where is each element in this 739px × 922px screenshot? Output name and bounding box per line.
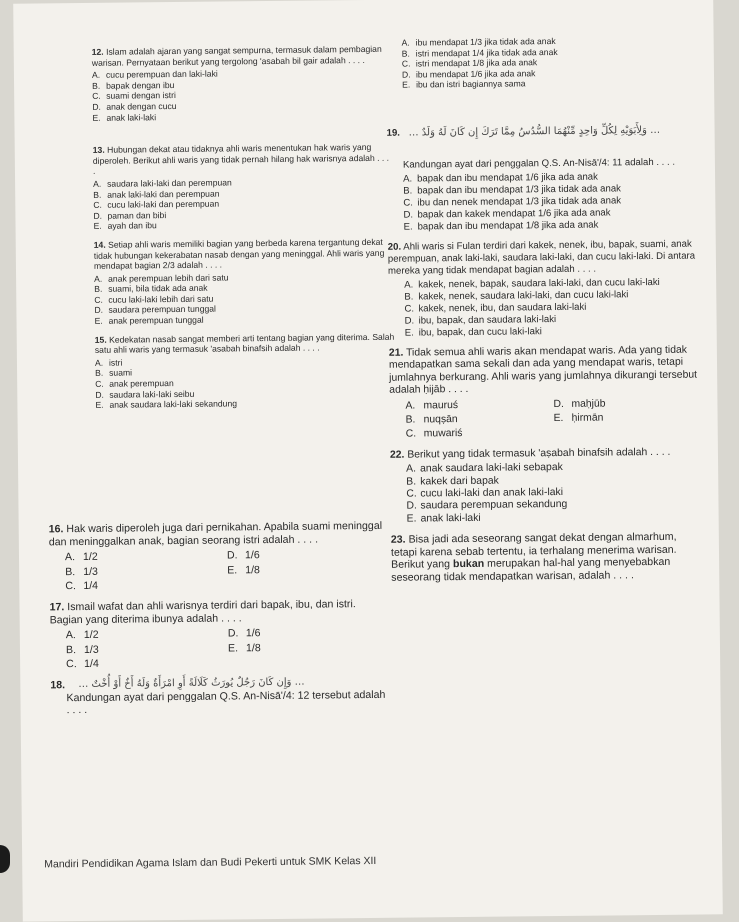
option-b[interactable]: B. nuqṣān xyxy=(405,414,458,426)
question-number: 21. xyxy=(388,347,404,359)
option-c[interactable]: C. cucu laki-laki dan anak laki-laki xyxy=(406,487,564,500)
option-b[interactable]: B. bapak dengan ibu xyxy=(92,79,175,91)
option-b[interactable]: B. kakek, nenek, saudara laki-laki, dan cucu laki-laki xyxy=(404,289,629,303)
question-number: 16. xyxy=(48,523,64,536)
question-stem: Tidak semua ahli waris akan mendapat waris. Ada yang tidak mendapatkan sama sekali dan ada yang mendapat waris, tetapi jumlahnya berkurang. Ahli waris yang jumlahnya dikurangi tersebut adalah ḥijāb . . . . xyxy=(388,344,698,396)
option-e[interactable]: E. anak saudara laki-laki sekandung xyxy=(95,398,238,411)
option-b[interactable]: B. bapak dan ibu mendapat 1/3 jika tidak ada anak xyxy=(403,183,622,197)
option-d[interactable]: D. saudara perempuan tunggal xyxy=(94,304,216,316)
option-c[interactable]: C. cucu laki-laki dan perempuan xyxy=(93,198,220,210)
option-c[interactable]: C. kakek, nenek, ibu, dan saudara laki-laki xyxy=(404,301,587,315)
option-d[interactable]: D. ibu, bapak, dan saudara laki-laki xyxy=(404,314,557,327)
page-tab-marker xyxy=(0,845,10,873)
option-c[interactable]: C. anak perempuan xyxy=(95,378,174,389)
question-stem: Ahli waris si Fulan terdiri dari kakek, nenek, ibu, bapak, suami, anak perempuan, anak laki-laki, saudara laki-laki, dan cucu laki-laki. Di antara mereka yang tidak mendapat bagian adalah . . . . xyxy=(387,238,696,277)
option-e[interactable]: E. anak laki-laki xyxy=(92,111,157,123)
option-d[interactable]: D. 1/6 xyxy=(226,549,260,562)
option-b[interactable]: B. suami xyxy=(95,367,133,379)
question-number: 23. xyxy=(390,533,406,547)
question-18 xyxy=(50,676,390,717)
question-22 xyxy=(390,446,703,526)
option-e[interactable]: E. ibu dan istri bagiannya sama xyxy=(402,78,526,90)
option-e[interactable]: E. ibu, bapak, dan cucu laki-laki xyxy=(404,326,542,339)
option-d[interactable]: D. 1/6 xyxy=(227,627,261,640)
question-stem: Kandungan ayat dari penggalan Q.S. An-Nisā'/4: 11 adalah . . . . xyxy=(402,156,676,171)
option-d[interactable]: D. saudara perempuan sekandung xyxy=(406,499,568,513)
question-number: 18. xyxy=(50,679,66,692)
arabic-verse: … وَإِن كَانَ رَجُلٌ يُورَثُ كَلَالَةً أَوِ امْرَأَةٌ وَلَهُ أَخٌ أَوْ أُخْتٌ … xyxy=(78,676,305,690)
option-c[interactable]: C. muwariś xyxy=(405,428,463,441)
option-d[interactable]: D. ibu mendapat 1/6 jika ada anak xyxy=(401,68,536,80)
question-16 xyxy=(49,520,390,594)
question-stem: Ismail wafat dan ahli warisnya terdiri dari bapak, ibu, dan istri. Bagian yang diterima ibunya adalah . . . . xyxy=(49,598,356,626)
option-b[interactable]: B. 1/3 xyxy=(65,565,98,578)
question-20 xyxy=(388,239,701,340)
question-15 xyxy=(95,331,396,410)
option-d[interactable]: D. anak dengan cucu xyxy=(92,100,177,112)
option-d[interactable]: D. paman dan bibi xyxy=(93,209,167,221)
option-b[interactable]: B. istri mendapat 1/4 jika tidak ada anak xyxy=(401,46,558,59)
option-e[interactable]: E. ayah dan ibu xyxy=(93,220,157,232)
option-c[interactable]: C. 1/4 xyxy=(65,580,99,593)
options-q18 xyxy=(402,35,693,91)
question-number: 17. xyxy=(49,601,65,614)
option-a[interactable]: A. istri xyxy=(94,357,123,368)
question-stem: Kandungan ayat dari penggalan Q.S. An-Nisā'/4: 12 tersebut adalah . . . . xyxy=(66,688,386,717)
option-e[interactable]: E. ḥirmān xyxy=(553,412,604,425)
option-a[interactable]: A. kakek, nenek, bapak, saudara laki-laki, dan cucu laki-laki xyxy=(404,276,660,291)
question-13 xyxy=(93,142,394,232)
question-number: 14. xyxy=(93,239,106,250)
question-stem: Berikut yang tidak termasuk 'aṣabah binafsih adalah . . . . xyxy=(407,446,671,461)
question-stem: Hubungan dekat atau tidaknya ahli waris menentukan hak waris yang diperoleh. Berikut ahli waris yang tidak pernah hilang hak warisnya adalah . . . . xyxy=(92,142,390,177)
question-21 xyxy=(389,345,702,442)
option-e[interactable]: E. anak perempuan tunggal xyxy=(94,314,204,326)
option-c[interactable]: C. ibu dan nenek mendapat 1/3 jika tidak ada anak xyxy=(403,195,622,209)
option-a[interactable]: A. 1/2 xyxy=(64,551,98,564)
option-b[interactable]: B. suami, bila tidak ada anak xyxy=(94,282,208,295)
option-c[interactable]: C. istri mendapat 1/8 jika ada anak xyxy=(401,57,538,69)
left-column-small xyxy=(92,44,396,419)
question-number: 19. xyxy=(386,127,400,139)
option-a[interactable]: A. anak perempuan lebih dari satu xyxy=(94,272,229,284)
emphasis-word: bukan xyxy=(452,558,485,571)
page-footer: Mandiri Pendidikan Agama Islam dan Budi Pekerti untuk SMK Kelas XII xyxy=(44,854,377,871)
question-number: 22. xyxy=(389,449,405,461)
option-d[interactable]: D. maḥjūb xyxy=(553,398,606,410)
option-d[interactable]: D. bapak dan kakek mendapat 1/6 jika ada anak xyxy=(403,207,611,221)
option-a[interactable]: A. saudara laki-laki dan perempuan xyxy=(93,177,232,189)
question-12 xyxy=(92,44,393,123)
question-stem: Setiap ahli waris memiliki bagian yang berbeda karena tergantung dekat tidak hubungan kekerabatan nasab dengan yang meninggal. Ahli waris yang mendapat bagian 2/3 adalah . . . . xyxy=(93,236,385,271)
book-page xyxy=(13,0,723,922)
question-number: 15. xyxy=(94,334,107,345)
option-a[interactable]: A. mauruś xyxy=(405,399,459,412)
option-b[interactable]: B. anak laki-laki dan perempuan xyxy=(93,188,220,200)
question-stem: Islam adalah ajaran yang sangat sempurna, termasuk dalam pembagian warisan. Pernyataan berikut yang tergolong 'asabah bil gair adalah . . . . xyxy=(91,43,382,68)
option-e[interactable]: E. 1/8 xyxy=(227,641,261,655)
question-19 xyxy=(387,125,700,234)
option-a[interactable]: A. cucu perempuan dan laki-laki xyxy=(91,68,218,81)
option-b[interactable]: B. 1/3 xyxy=(65,643,99,656)
question-stem: Hak waris diperoleh juga dari pernikahan. Apabila suami meninggal dan meninggalkan anak, bagian seorang istri adalah . . . . xyxy=(48,519,383,548)
question-number: 12. xyxy=(91,46,104,57)
right-column-small xyxy=(402,33,693,91)
question-number: 20. xyxy=(387,241,402,253)
option-c[interactable]: C. suami dengan istri xyxy=(92,90,176,102)
question-17 xyxy=(49,598,390,672)
left-column-large xyxy=(49,520,391,725)
option-a[interactable]: A. ibu mendapat 1/3 jika tidak ada anak xyxy=(401,36,556,48)
option-c[interactable]: C. 1/4 xyxy=(66,658,99,671)
option-a[interactable]: A. anak saudara laki-laki sebapak xyxy=(406,462,563,475)
option-a[interactable]: A. 1/2 xyxy=(65,628,99,642)
option-c[interactable]: C. cucu laki-laki lebih dari satu xyxy=(94,293,214,305)
question-stem: Kedekatan nasab sangat memberi arti tentang bagian yang diterima. Salah satu ahli waris yang termasuk 'asabah binafsih adalah . . . . xyxy=(94,331,395,356)
question-stem: Bisa jadi ada seseorang sangat dekat dengan almarhum, tetapi karena sebab tertentu, ia terhalang menerima warisan. Berikut yang xyxy=(390,531,677,572)
question-23 xyxy=(391,531,704,585)
option-d[interactable]: D. saudara laki-laki seibu xyxy=(95,388,195,400)
question-14 xyxy=(94,237,395,327)
right-column-large xyxy=(387,125,704,593)
option-e[interactable]: E. 1/8 xyxy=(227,563,260,577)
option-b[interactable]: B. kakek dari bapak xyxy=(406,475,499,488)
arabic-verse: … وَلِأَبَوَيْهِ لِكُلِّ وَاحِدٍ مِّنْهُمَا السُّدُسُ مِمَّا تَرَكَ إِن كَانَ لَهُ وَلَدٌ … xyxy=(408,124,661,139)
option-a[interactable]: A. bapak dan ibu mendapat 1/6 jika ada anak xyxy=(403,171,598,185)
question-number: 13. xyxy=(92,144,105,156)
option-e[interactable]: E. anak laki-laki xyxy=(406,512,481,525)
question-stem-end: merupakan hal-hal yang menyebabkan seseorang tidak mendapatkan warisan, adalah . . . . xyxy=(391,556,671,584)
option-e[interactable]: E. bapak dan ibu mendapat 1/8 jika ada anak xyxy=(403,219,599,233)
